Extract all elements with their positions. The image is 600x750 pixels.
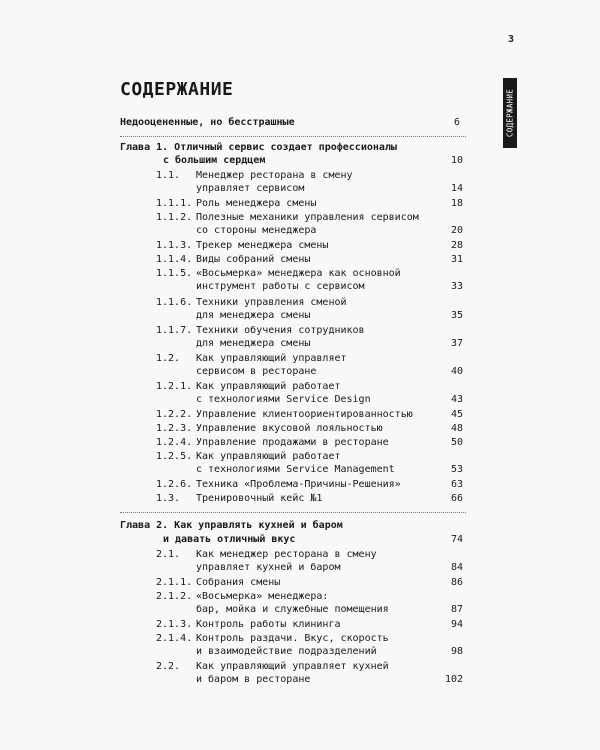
toc-entry-title: Как управляющий работает [196, 381, 341, 392]
chapter-2-page: 74 [450, 534, 463, 545]
chapter-1-page: 10 [450, 155, 463, 166]
chapter-2-title-line1: Глава 2. Как управлять кухней и баром [120, 520, 343, 531]
toc-entry-title: Роль менеджера смены [196, 198, 317, 209]
toc-entry-number: 1.1.6. [156, 297, 193, 308]
toc-entry-page: 102 [444, 674, 463, 685]
toc-entry-title: «Восьмерка» менеджера как основной [196, 268, 401, 279]
toc-entry-title-cont: для менеджера смены [196, 338, 311, 349]
toc-entry-page: 35 [450, 310, 463, 321]
divider [120, 512, 466, 513]
toc-entry-title: Как управляющий работает [196, 451, 341, 462]
toc-entry-title-cont: сервисом в ресторане [196, 366, 317, 377]
toc-entry-title: «Восьмерка» менеджера: [196, 591, 329, 602]
toc-entry-title-cont: бар, мойка и служебные помещения [196, 604, 389, 615]
toc-entry-number: 2.1.3. [156, 619, 193, 630]
toc-entry-title-cont: для менеджера смены [196, 310, 311, 321]
toc-entry-title: Техники управления сменой [196, 297, 347, 308]
page-number: 3 [508, 34, 515, 45]
toc-entry-title-cont: с технологиями Service Management [196, 464, 395, 475]
toc-entry-number: 2.1.4. [156, 633, 193, 644]
toc-entry-title: Тренировочный кейс №1 [196, 493, 323, 504]
toc-entry-title-cont: инструмент работы с сервисом [196, 281, 365, 292]
toc-entry-page: 98 [450, 646, 463, 657]
toc-entry-page: 86 [450, 577, 463, 588]
toc-entry-page: 37 [450, 338, 463, 349]
toc-entry-page: 45 [450, 409, 463, 420]
toc-entry-title-cont: с технологиями Service Design [196, 394, 371, 405]
toc-entry-number: 1.2.2. [156, 409, 193, 420]
toc-entry-title-cont: управляет кухней и баром [196, 562, 341, 573]
toc-entry-number: 1.2.1. [156, 381, 193, 392]
toc-entry-title: Менеджер ресторана в смену [196, 170, 353, 181]
toc-entry-title: Как менеджер ресторана в смену [196, 549, 377, 560]
toc-entry-number: 1.2.5. [156, 451, 193, 462]
toc-entry-number: 2.1.2. [156, 591, 193, 602]
chapter-1-title-line1: Глава 1. Отличный сервис создает профессионалы [120, 142, 397, 153]
toc-entry-page: 87 [450, 604, 463, 615]
toc-entry-title: Техника «Проблема-Причины-Решения» [196, 479, 401, 490]
toc-entry-number: 1.2.4. [156, 437, 193, 448]
toc-entry-number: 2.1. [156, 549, 181, 560]
toc-entry-page: 33 [450, 281, 463, 292]
page-title: СОДЕРЖАНИЕ [120, 79, 234, 100]
chapter-1-title-line2: с большим сердцем [163, 155, 266, 166]
toc-entry-title-cont: и взаимодействие подразделений [196, 646, 377, 657]
side-tab-label: СОДЕРЖАНИЕ [505, 88, 515, 138]
toc-entry-page: 53 [450, 464, 463, 475]
toc-entry-title: Как управляющий управляет кухней [196, 661, 389, 672]
toc-entry-page: 20 [450, 225, 463, 236]
toc-entry-page: 94 [450, 619, 463, 630]
toc-entry-title: Как управляющий управляет [196, 353, 347, 364]
toc-entry-title: Управление продажами в ресторане [196, 437, 389, 448]
toc-entry-page: 28 [450, 240, 463, 251]
toc-entry-number: 1.2.6. [156, 479, 193, 490]
toc-entry-number: 1.1.5. [156, 268, 193, 279]
toc-entry-number: 1.1. [156, 170, 181, 181]
toc-entry-title-cont: и баром в ресторане [196, 674, 311, 685]
toc-entry-title: Контроль раздачи. Вкус, скорость [196, 633, 389, 644]
toc-entry-title: Виды собраний смены [196, 254, 311, 265]
toc-entry-number: 1.3. [156, 493, 181, 504]
chapter-2-title-line2: и давать отличный вкус [163, 534, 296, 545]
toc-entry-number: 1.1.1. [156, 198, 193, 209]
toc-entry-number: 1.2.3. [156, 423, 193, 434]
toc-entry-title: Управление вкусовой лояльностью [196, 423, 383, 434]
toc-entry-title-cont: управляет сервисом [196, 183, 305, 194]
toc-intro-title: Недооцененные, но бесстрашные [120, 117, 295, 128]
toc-entry-number: 1.1.7. [156, 325, 193, 336]
toc-entry-number: 1.1.2. [156, 212, 193, 223]
toc-entry-title-cont: со стороны менеджера [196, 225, 317, 236]
toc-entry-number: 1.2. [156, 353, 181, 364]
toc-entry-page: 43 [450, 394, 463, 405]
toc-entry-page: 50 [450, 437, 463, 448]
toc-entry-number: 1.1.3. [156, 240, 193, 251]
toc-entry-title: Полезные механики управления сервисом [196, 212, 419, 223]
toc-entry-page: 18 [450, 198, 463, 209]
toc-entry-title: Техники обучения сотрудников [196, 325, 365, 336]
toc-entry-page: 14 [450, 183, 463, 194]
toc-entry-page: 66 [450, 493, 463, 504]
toc-entry-title: Собрания смены [196, 577, 281, 588]
toc-entry-page: 40 [450, 366, 463, 377]
divider [120, 136, 466, 137]
toc-entry-title: Контроль работы клининга [196, 619, 341, 630]
toc-intro-page: 6 [453, 117, 460, 128]
toc-entry-title: Трекер менеджера смены [196, 240, 329, 251]
toc-entry-page: 84 [450, 562, 463, 573]
toc-entry-number: 1.1.4. [156, 254, 193, 265]
toc-entry-page: 48 [450, 423, 463, 434]
toc-entry-page: 31 [450, 254, 463, 265]
toc-entry-title: Управление клиентоориентированностью [196, 409, 413, 420]
toc-entry-number: 2.1.1. [156, 577, 193, 588]
toc-entry-page: 63 [450, 479, 463, 490]
toc-entry-number: 2.2. [156, 661, 181, 672]
